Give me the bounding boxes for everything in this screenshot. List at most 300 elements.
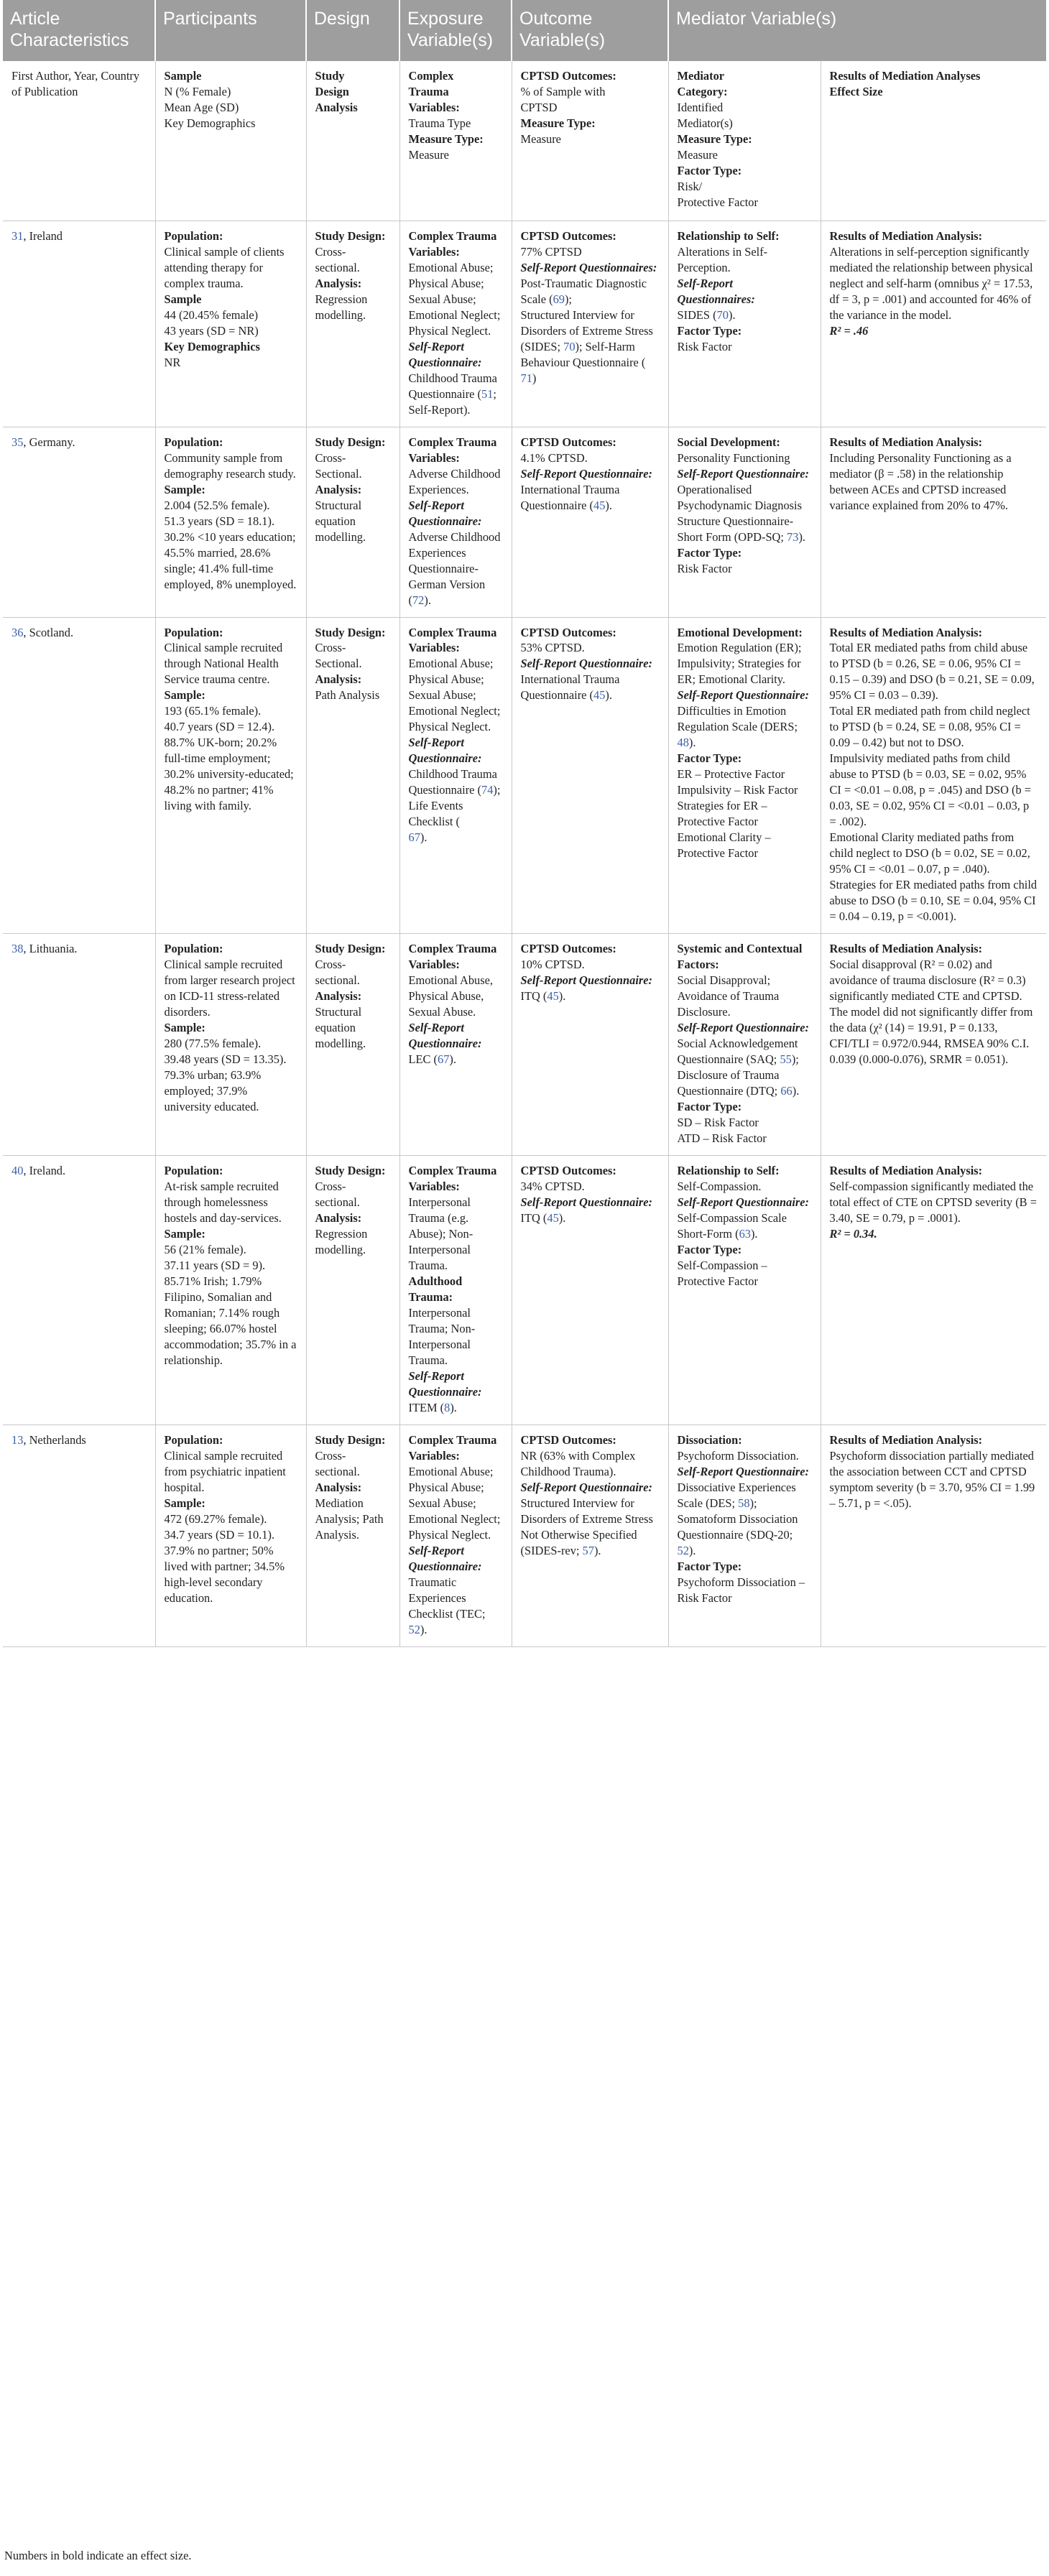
- cell-text: Emotional Abuse; Physical Abuse; Sexual Abuse; Emotional Neglect; Physical Neglect.: [408, 1464, 501, 1542]
- exposure-cell: [399, 221, 512, 427]
- cell-line: [409, 371, 503, 418]
- cell-line: [830, 957, 1038, 1004]
- cell-line: [165, 1527, 297, 1543]
- cell-text: Measure: [520, 131, 561, 146]
- results-cell: [821, 221, 1046, 427]
- cell-line: [409, 1575, 503, 1638]
- cell-text: 280 (77.5% female).: [164, 1037, 262, 1051]
- cell-text: Clinical sample of clients attending therapy for complex trauma.: [164, 244, 285, 290]
- article-country: , Germany.: [23, 435, 75, 449]
- cell-line: [521, 1179, 660, 1195]
- cell-line: [165, 941, 297, 957]
- cell-text: Complex Trauma Variables:: [408, 942, 497, 972]
- cell-line: [409, 339, 503, 371]
- cell-line: [678, 561, 812, 577]
- cell-text: Analysis: [315, 100, 358, 114]
- cell-text: Measure Type:: [520, 116, 596, 130]
- cell-line: [830, 877, 1038, 925]
- citation-link[interactable]: 45: [547, 989, 559, 1004]
- citation-link[interactable]: 58: [738, 1496, 750, 1510]
- article-country: , Ireland: [23, 228, 63, 243]
- cell-line: [678, 1258, 812, 1289]
- mediator-cell: [668, 934, 821, 1156]
- cell-line: [521, 1496, 660, 1559]
- cell-line: [165, 1163, 297, 1179]
- cell-text: 43 years (SD = NR): [164, 323, 259, 338]
- cell-text: Structural equation modelling.: [315, 498, 366, 544]
- design-cell: [306, 1424, 399, 1646]
- cell-text: Emotional Clarity mediated paths from child neglect to DSO (b = 0.02, SE = 0.02, 95% CI = <0.01 – 0.07, p = .040).: [829, 830, 1030, 876]
- cell-line: [165, 1242, 297, 1258]
- cell-text: ): [532, 371, 537, 385]
- design-cell: [306, 1156, 399, 1425]
- cell-line: [315, 498, 391, 545]
- participants-cell: [155, 1424, 306, 1646]
- cell-text: Self-Report Questionnaire:: [677, 1021, 809, 1035]
- cell-text: Study Design:: [315, 1432, 386, 1447]
- citation-link[interactable]: 70: [716, 307, 729, 322]
- cell-text: ).: [558, 989, 566, 1004]
- cell-line: [830, 1163, 1038, 1179]
- cell-text: Analysis:: [315, 482, 362, 496]
- cell-text: 193 (65.1% female).: [164, 704, 262, 718]
- cell-line: [315, 276, 391, 292]
- cell-line: [165, 100, 297, 116]
- cell-text: Psychoform dissociation partially mediated the association between CCT and CPTSD symptom severity (b = 3.70, 95% CI = 1.99 – 5.71, p = <.05).: [829, 1448, 1035, 1510]
- cell-line: [409, 1163, 503, 1195]
- cell-line: [165, 735, 297, 814]
- cell-line: [521, 131, 660, 147]
- cell-line: [521, 116, 660, 131]
- cell-text: Relationship to Self:: [677, 1164, 780, 1177]
- cell-line: [315, 687, 391, 703]
- cell-line: [165, 1274, 297, 1368]
- cell-text: Sample:: [164, 1021, 205, 1035]
- cell-line: [830, 84, 1038, 100]
- mediation-table: [3, 0, 1046, 1647]
- cell-line: [315, 1432, 391, 1448]
- cell-text: Effect Size: [829, 84, 883, 98]
- cell-text: Results of Mediation Analysis:: [829, 228, 983, 243]
- cell-text: Results of Mediation Analyses: [829, 69, 981, 83]
- article-reference-link[interactable]: 35: [11, 435, 24, 449]
- key-mediator: [668, 61, 821, 221]
- cell-text: Sample: [164, 69, 202, 83]
- cell-text: Post-Traumatic Diagnostic Scale (: [520, 276, 647, 306]
- citation-link[interactable]: 8: [444, 1400, 450, 1414]
- cell-line: [165, 514, 297, 529]
- key-exposure: [399, 61, 512, 221]
- participants-cell: [155, 221, 306, 427]
- cell-line: [315, 1480, 391, 1496]
- citation-link[interactable]: 63: [739, 1226, 751, 1241]
- cell-line: [165, 1448, 297, 1496]
- citation-link[interactable]: 66: [780, 1084, 792, 1098]
- cell-text: ATD – Risk Factor: [677, 1131, 767, 1146]
- cell-text: Measure: [408, 147, 449, 162]
- cell-line: [521, 482, 660, 514]
- cell-line: [521, 435, 660, 450]
- outcome-cell: [512, 934, 668, 1156]
- cell-line: [409, 735, 503, 766]
- cell-line: [165, 450, 297, 482]
- cell-text: ).: [593, 1543, 601, 1557]
- cell-line: [678, 244, 812, 276]
- cell-line: [165, 1543, 297, 1606]
- cell-line: [409, 1195, 503, 1274]
- cell-line: [521, 466, 660, 482]
- cell-line: [409, 625, 503, 657]
- article-cell: [3, 1156, 155, 1425]
- cell-text: ).: [798, 529, 805, 544]
- results-cell: [821, 1424, 1046, 1646]
- cell-text: Factor Type:: [677, 1100, 742, 1114]
- cell-line: [521, 973, 660, 988]
- cell-text: 44 (20.45% female): [164, 307, 259, 322]
- cell-line: [409, 766, 503, 830]
- article-reference-link[interactable]: 31: [11, 228, 24, 243]
- cell-text: Population:: [164, 1164, 223, 1177]
- cell-line: [521, 672, 660, 703]
- cell-text: Structural equation modelling.: [315, 1005, 366, 1051]
- citation-link[interactable]: 72: [412, 593, 425, 607]
- cell-line: [409, 498, 503, 529]
- cell-text: The model did not significantly differ from the data (χ² (14) = 19.91, P = 0.133, CFI/TLI = 0.972/0.944, RMSEA 90% C.I. 0.039 (0.000-0.076), SRMR = 0.051).: [829, 1005, 1033, 1067]
- cell-line: [521, 656, 660, 672]
- cell-text: Self-Report Questionnaire:: [408, 1368, 482, 1399]
- cell-text: Social Development:: [677, 435, 780, 449]
- cell-line: [830, 228, 1038, 244]
- cell-text: Risk Factor: [677, 339, 732, 353]
- cell-text: ).: [688, 736, 696, 750]
- cell-line: [521, 941, 660, 957]
- cell-line: [315, 988, 391, 1004]
- outcome-cell: [512, 221, 668, 427]
- cell-text: Total ER mediated path from child neglect to PTSD (b = 0.24, SE = 0.08, 95% CI = 0.09 – 0.42) but not to DSO.: [829, 704, 1030, 750]
- article-country: , Scotland.: [23, 625, 74, 639]
- cell-text: N (% Female): [164, 84, 231, 98]
- cell-text: Community sample from demography research study.: [164, 450, 296, 481]
- cell-line: [678, 1559, 812, 1575]
- cell-text: Population:: [164, 1432, 223, 1447]
- cell-line: [165, 1226, 297, 1242]
- article-reference-link[interactable]: 38: [11, 942, 24, 956]
- cell-text: 37.11 years (SD = 9).: [164, 1258, 266, 1272]
- participants-cell: [155, 427, 306, 617]
- cell-line: [678, 339, 812, 355]
- citation-link[interactable]: 45: [593, 498, 606, 512]
- cell-line: [409, 1464, 503, 1543]
- header-exposure: Exposure Variable(s): [399, 0, 512, 61]
- cell-text: Childhood Trauma Questionnaire (: [408, 371, 497, 401]
- cell-line: [409, 116, 503, 131]
- cell-text: ).: [792, 1084, 800, 1098]
- cell-line: [409, 1274, 503, 1305]
- cell-line: [409, 1020, 503, 1052]
- cell-text: Psychoform Dissociation.: [677, 1448, 799, 1463]
- cell-text: Social Acknowledgement Questionnaire (SAQ;: [677, 1037, 798, 1067]
- table-row: [3, 934, 1046, 1156]
- cell-line: [165, 307, 297, 323]
- cell-line: [315, 435, 391, 450]
- article-cell: [3, 1424, 155, 1646]
- cell-line: [678, 751, 812, 766]
- cell-text: Factor Type:: [677, 751, 742, 766]
- citation-link[interactable]: 45: [547, 1210, 559, 1225]
- cell-text: Design: [315, 84, 349, 98]
- citation-link[interactable]: 67: [408, 830, 420, 845]
- cell-text: Study Design:: [315, 228, 386, 243]
- cell-text: Self-Report Questionnaires:: [520, 260, 657, 274]
- cell-text: ).: [688, 1543, 696, 1557]
- cell-text: 53% CPTSD.: [520, 641, 585, 655]
- cell-line: [521, 1480, 660, 1496]
- cell-text: Study: [315, 69, 345, 83]
- cell-line: [678, 703, 812, 751]
- cell-text: Factor Type:: [677, 1242, 742, 1256]
- citation-link[interactable]: 48: [677, 736, 689, 750]
- cell-text: Sample:: [164, 1226, 205, 1241]
- cell-text: Results of Mediation Analysis:: [829, 435, 983, 449]
- cell-text: Self-Report Questionnaire:: [408, 1021, 482, 1051]
- cell-line: [409, 466, 503, 498]
- results-cell: [821, 427, 1046, 617]
- design-cell: [306, 221, 399, 427]
- citation-link[interactable]: 55: [780, 1052, 792, 1067]
- cell-text: Factor Type:: [677, 323, 742, 338]
- cell-line: [315, 941, 391, 957]
- citation-link[interactable]: 74: [481, 783, 494, 797]
- cell-line: [521, 307, 660, 371]
- cell-text: Childhood Trauma Questionnaire (: [408, 767, 497, 797]
- cell-text: ITEM (: [408, 1400, 445, 1414]
- cell-line: [409, 68, 503, 84]
- cell-line: [315, 68, 391, 84]
- cell-text: 37.9% no partner; 50% lived with partner; 34.5% high-level secondary education.: [164, 1543, 285, 1605]
- cell-line: [678, 1036, 812, 1067]
- cell-text: Population:: [164, 228, 223, 243]
- citation-link[interactable]: 52: [677, 1543, 689, 1557]
- cell-line: [678, 1210, 812, 1242]
- cell-text: Strategies for ER mediated paths from child abuse to DSO (b = 0.10, SE = 0.04, 95% CI = 0.04 – 0.19, p = <0.001).: [829, 878, 1038, 924]
- article-reference-link[interactable]: 36: [11, 625, 24, 639]
- cell-line: [678, 100, 812, 116]
- cell-line: [830, 1432, 1038, 1448]
- exposure-cell: [399, 617, 512, 934]
- citation-link[interactable]: 57: [582, 1543, 594, 1557]
- cell-line: [165, 339, 297, 355]
- cell-line: [165, 116, 297, 131]
- cell-line: [521, 228, 660, 244]
- cell-line: [678, 131, 812, 147]
- cell-text: Social disapproval (R² = 0.02) and avoidance of trauma disclosure (R² = 0.3) significantly mediated CTE and CPTSD.: [829, 958, 1026, 1004]
- cell-text: ); Self-Harm Behaviour Questionnaire (: [520, 339, 646, 369]
- cell-text: Interpersonal Trauma (e.g. Abuse); Non-Interpersonal Trauma.: [408, 1195, 473, 1272]
- cell-line: [409, 1400, 503, 1416]
- cell-line: [165, 1496, 297, 1511]
- cell-text: Sample: [164, 292, 202, 306]
- cell-text: Factor Type:: [677, 1559, 742, 1573]
- cell-line: [409, 131, 503, 147]
- cell-text: Adulthood Trauma:: [408, 1274, 463, 1304]
- cell-text: Including Personality Functioning as a mediator (β = .58) in the relationship between ACEs and CPTSD increased variance explained from 20% to 47%.: [829, 450, 1012, 512]
- article-cell: [3, 427, 155, 617]
- article-cell: [3, 617, 155, 934]
- cell-line: [409, 656, 503, 735]
- cell-text: Sample:: [164, 688, 205, 703]
- cell-text: Mean Age (SD): [164, 100, 239, 114]
- cell-line: [315, 672, 391, 687]
- cell-line: [678, 307, 812, 323]
- cell-text: CPTSD Outcomes:: [520, 1164, 616, 1177]
- cell-text: 472 (69.27% female).: [164, 1511, 267, 1526]
- cell-line: [678, 1575, 812, 1606]
- cell-text: Results of Mediation Analysis:: [829, 942, 983, 956]
- cell-text: Impulsivity mediated paths from child abuse to PTSD (b = 0.03, SE = 0.02, 95% CI = <0.01 – 0.08, p = .045) and DSO (b = 0.03, SE = 0.02, 95% CI = <0.01 – 0.03, p = .002).: [829, 751, 1032, 829]
- cell-line: [315, 625, 391, 641]
- cell-text: Results of Mediation Analysis:: [829, 625, 983, 639]
- cell-text: CPTSD Outcomes:: [520, 69, 616, 83]
- cell-line: [165, 1020, 297, 1036]
- cell-line: [165, 482, 297, 498]
- cell-line: [315, 100, 391, 116]
- cell-text: Risk/: [677, 179, 703, 193]
- cell-line: [521, 988, 660, 1004]
- cell-text: Self-Report Questionnaire:: [677, 1464, 809, 1478]
- cell-text: Clinical sample recruited from larger research project on ICD-11 stress-related disorders.: [164, 958, 295, 1019]
- cell-text: ).: [424, 593, 431, 607]
- cell-text: Adverse Childhood Experiences Questionnaire-German Version (: [408, 529, 501, 607]
- cell-line: [165, 1036, 297, 1052]
- cell-line: [315, 1496, 391, 1543]
- citation-link[interactable]: 52: [408, 1622, 420, 1636]
- cell-line: [409, 1052, 503, 1067]
- cell-text: ).: [605, 688, 612, 703]
- results-cell: [821, 934, 1046, 1156]
- cell-text: SD – Risk Factor: [677, 1116, 759, 1130]
- cell-text: Self-Report Questionnaire:: [520, 973, 652, 988]
- cell-line: [830, 68, 1038, 84]
- cell-line: [165, 244, 297, 292]
- cell-line: [678, 1432, 812, 1448]
- citation-link[interactable]: 51: [481, 386, 494, 401]
- cell-text: Complex Trauma Variables:: [408, 228, 497, 259]
- article-reference-link[interactable]: 13: [11, 1432, 24, 1447]
- citation-link[interactable]: 73: [787, 529, 799, 544]
- cell-text: Population:: [164, 625, 223, 639]
- cell-text: Structured Interview for Disorders of Extreme Stress Not Otherwise Specified (SIDES-rev;: [520, 1496, 653, 1557]
- cell-text: Self-Compassion.: [677, 1179, 762, 1193]
- cell-line: [315, 228, 391, 244]
- cell-line: [830, 1004, 1038, 1067]
- cell-line: [678, 163, 812, 179]
- header-article: Article Characteristics: [3, 0, 155, 61]
- participants-cell: [155, 1156, 306, 1425]
- cell-text: Somatoform Dissociation Questionnaire (SDQ-20;: [677, 1511, 798, 1542]
- cell-text: ER – Protective Factor: [677, 767, 785, 782]
- cell-text: International Trauma Questionnaire (: [520, 672, 620, 703]
- results-cell: [821, 1156, 1046, 1425]
- cell-text: Emotional Abuse, Physical Abuse, Sexual Abuse.: [408, 973, 493, 1019]
- cell-line: [409, 1305, 503, 1368]
- article-cell: [3, 934, 155, 1156]
- cell-text: Clinical sample recruited through National Health Service trauma centre.: [164, 641, 283, 687]
- cell-line: [678, 1179, 812, 1195]
- cell-line: [678, 466, 812, 482]
- cell-line: [830, 1448, 1038, 1511]
- article-reference-link[interactable]: 40: [11, 1164, 24, 1177]
- cell-text: Dissociation:: [677, 1432, 742, 1447]
- cell-line: [678, 228, 812, 244]
- cell-line: [678, 1511, 812, 1559]
- cell-text: 88.7% UK-born; 20.2% full-time employment; 30.2% university-educated; 48.2% no partner; 41% living with family.: [164, 736, 294, 813]
- cell-text: Emotional Abuse; Physical Abuse; Sexual Abuse; Emotional Neglect; Physical Neglect.: [408, 657, 501, 734]
- cell-line: [678, 1464, 812, 1480]
- cell-text: ).: [450, 1400, 457, 1414]
- cell-text: Complex Trauma Variables:: [408, 1432, 497, 1463]
- citation-link[interactable]: 45: [593, 688, 606, 703]
- cell-line: [315, 482, 391, 498]
- cell-text: Dissociative Experiences Scale (DES;: [677, 1480, 796, 1510]
- outcome-cell: [512, 1424, 668, 1646]
- citation-link[interactable]: 67: [438, 1052, 450, 1067]
- cell-line: [830, 941, 1038, 957]
- cell-line: [678, 1448, 812, 1464]
- cell-text: Measure Type:: [408, 131, 484, 146]
- citation-link[interactable]: 70: [563, 339, 576, 353]
- cell-text: Impulsivity – Risk Factor: [677, 783, 798, 797]
- citation-link[interactable]: 71: [520, 371, 532, 385]
- cell-text: Emotional Development:: [677, 625, 803, 639]
- cell-line: [409, 100, 503, 116]
- cell-text: Trauma: [408, 84, 449, 98]
- cell-text: Systemic and Contextual Factors:: [677, 942, 803, 972]
- cell-text: CPTSD Outcomes:: [520, 942, 616, 956]
- cell-line: [678, 323, 812, 339]
- cell-text: Self-Report Questionnaire:: [408, 1543, 482, 1573]
- cell-text: R² = 0.34.: [829, 1226, 877, 1241]
- cell-line: [678, 482, 812, 545]
- cell-line: [315, 1210, 391, 1226]
- mediator-cell: [668, 1424, 821, 1646]
- cell-text: Complex Trauma Variables:: [408, 435, 497, 465]
- cell-text: Study Design:: [315, 625, 386, 639]
- cell-line: [521, 276, 660, 307]
- cell-text: Category:: [677, 84, 728, 98]
- cell-text: );: [564, 292, 572, 306]
- cell-text: Self-Report Questionnaire:: [408, 339, 482, 369]
- key-participants: [155, 61, 306, 221]
- cell-line: [678, 1242, 812, 1258]
- cell-text: NR (63% with Complex Childhood Trauma).: [520, 1448, 636, 1478]
- cell-line: [521, 1163, 660, 1179]
- header-mediator: Mediator Variable(s): [668, 0, 1046, 61]
- cell-line: [165, 1258, 297, 1274]
- cell-line: [409, 973, 503, 1020]
- cell-text: Mediator(s): [677, 116, 733, 130]
- cell-line: [830, 751, 1038, 830]
- cell-text: Adverse Childhood Experiences.: [408, 466, 501, 496]
- cell-text: );: [791, 1052, 799, 1067]
- citation-link[interactable]: 69: [553, 292, 565, 306]
- cell-text: Analysis:: [315, 276, 362, 290]
- cell-line: [678, 179, 812, 195]
- cell-line: [678, 625, 812, 641]
- cell-text: ).: [729, 307, 736, 322]
- cell-text: Emotion Regulation (ER); Impulsivity; Strategies for ER; Emotional Clarity.: [677, 641, 802, 687]
- cell-text: 85.71% Irish; 1.79% Filipino, Somalian and Romanian; 7.14% rough sleeping; 66.07% hostel accommodation; 35.7% in a relationship.: [164, 1274, 297, 1367]
- cell-text: Complex Trauma Variables:: [408, 1164, 497, 1193]
